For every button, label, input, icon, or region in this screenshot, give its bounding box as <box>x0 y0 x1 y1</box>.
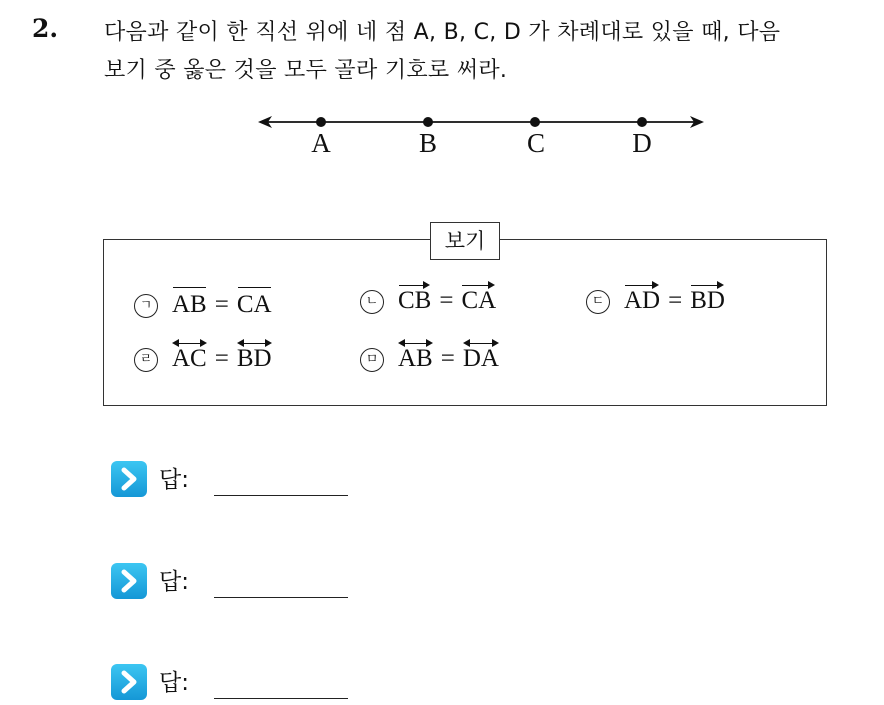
point-a-dot <box>316 117 326 127</box>
point-c-dot <box>530 117 540 127</box>
ray-notation: AD <box>624 287 661 314</box>
marker-circle: ㄴ <box>360 290 384 314</box>
answer-blank[interactable] <box>214 495 348 496</box>
bogi-box <box>103 239 827 406</box>
equals-sign: = <box>214 345 229 372</box>
ray-notation: CB <box>398 287 432 314</box>
point-label-d: D <box>632 128 652 158</box>
bogi-item-2 <box>360 287 496 315</box>
question-line-2: 보기 중 옳은 것을 모두 골라 기호로 써라. <box>104 58 508 83</box>
line-notation: DA <box>463 345 499 373</box>
point-d-dot <box>637 117 647 127</box>
answer-label: 답: <box>159 670 189 696</box>
equals-sign: = <box>440 345 455 372</box>
line-notation: BD <box>237 345 272 373</box>
question-number: 2. <box>32 14 59 43</box>
answer-blank[interactable] <box>214 597 348 598</box>
chevron-right-icon <box>111 563 147 599</box>
bogi-item-3 <box>586 287 725 315</box>
chevron-right-icon <box>111 664 147 700</box>
point-label-c: C <box>526 128 546 158</box>
segment-notation: CA <box>237 287 272 319</box>
ray-notation: CA <box>461 287 497 314</box>
equals-sign: = <box>439 287 454 314</box>
answer-label: 답: <box>159 467 189 493</box>
point-label-b: B <box>418 128 438 158</box>
bogi-item-1 <box>134 287 272 319</box>
bogi-item-4 <box>134 345 272 373</box>
answer-blank[interactable] <box>214 698 348 699</box>
segment-notation: AB <box>172 287 207 319</box>
line-notation: AB <box>398 345 433 373</box>
bogi-item-5 <box>360 345 499 373</box>
equals-sign: = <box>214 291 229 318</box>
marker-circle: ㄱ <box>134 294 158 318</box>
line-notation: AC <box>172 345 207 373</box>
ray-notation: BD <box>690 287 725 314</box>
marker-circle: ㅁ <box>360 348 384 372</box>
bogi-title: 보기 <box>430 222 500 260</box>
chevron-right-icon <box>111 461 147 497</box>
question-line-1: 다음과 같이 한 직선 위에 네 점 A, B, C, D 가 차례대로 있을 때, 다음 <box>104 20 781 45</box>
marker-circle: ㄹ <box>134 348 158 372</box>
equals-sign: = <box>668 287 683 314</box>
point-b-dot <box>423 117 433 127</box>
point-label-a: A <box>311 128 331 158</box>
marker-circle: ㄷ <box>586 290 610 314</box>
answer-label: 답: <box>159 569 189 595</box>
